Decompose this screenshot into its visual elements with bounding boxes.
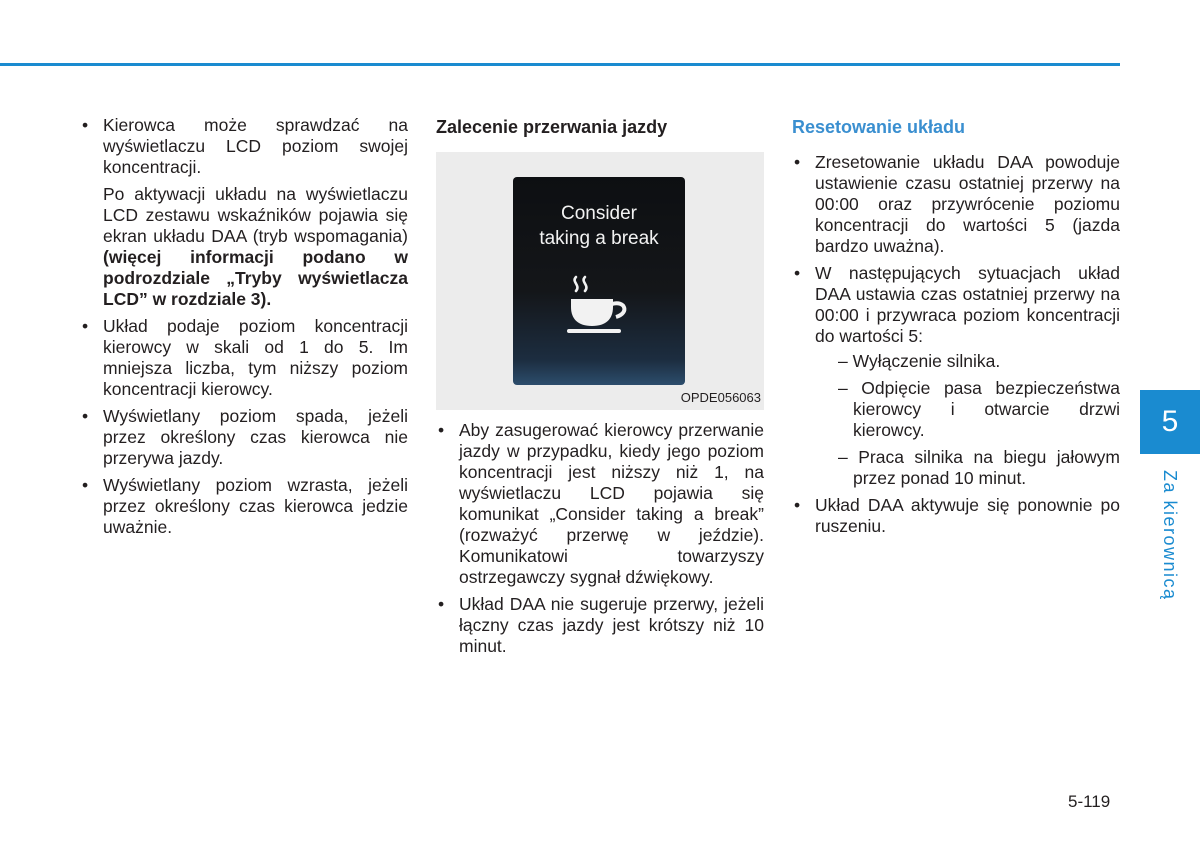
list-item: • Układ podaje poziom koncentracji kierowcy w skali od 1 do 5. Im mniejsza liczba, tym niższy poziom koncentracji kierowcy. [80,316,408,400]
bullet-list [80,316,408,538]
chapter-title: Za kierownicą [1160,470,1180,601]
cross-reference: (więcej informacji podano w podrozdziale „Tryby wyświetlacza LCD” w rozdziale 3). [103,247,408,309]
figure-code: OPDE056063 [680,390,761,405]
paragraph-daa-screen [80,184,408,310]
page-number: 5-119 [1068,792,1111,811]
message-line-1: Consider [560,203,638,224]
list-item: • Aby zasugerować kierowcy przerwanie jazdy w przypadku, kiedy jego poziom koncentracji jest niższy niż 1, na wyświetlaczu LCD pojawia się komunikat „Consider taking a break” (rozważyć przerwę w jeździe). Komunikatowi towarzyszy ostrzegawczy sygnał dźwiękowy. [436,420,764,588]
dash-item: – Odpięcie pasa bezpieczeństwa kierowcy i otwarcie drzwi kierowcy. [838,378,1120,440]
section-heading: Zalecenie przerwania jazdy [436,117,668,137]
list-item [792,263,1120,489]
column-middle [436,115,764,663]
list-item: • Zresetowanie układu DAA powoduje ustawienie czasu ostatniej przerwy na 00:00 oraz przywrócenie poziomu koncentracji do wartości 5 (jazda bardzo uważna). [792,152,1120,257]
chapter-tab: 5 [1140,390,1200,454]
list-item: • Układ DAA aktywuje się ponownie po ruszeniu. [792,495,1120,537]
dash-list [815,351,1120,489]
column-right [792,115,1120,543]
coffee-cup-icon [567,273,633,335]
list-item: • Wyświetlany poziom spada, jeżeli przez określony czas kierowca nie przerywa jazdy. [80,406,408,469]
dash-item: – Wyłączenie silnika. [838,351,1001,371]
bullet-list [436,420,764,657]
lcd-figure [436,152,764,410]
list-item-text: W następujących sytuacjach układ DAA ustawia czas ostatniej przerwy na 00:00 i przywraca poziom koncentracji do wartości 5: [815,263,1120,346]
break-message [513,201,685,251]
bullet-list [80,115,408,178]
dash-item: – Praca silnika na biegu jałowym przez ponad 10 minut. [838,447,1120,488]
bullet-list [792,152,1120,537]
paragraph-text: Po aktywacji układu na wyświetlaczu LCD zestawu wskaźników pojawia się ekran układu DAA (tryb wspomagania) [103,184,408,246]
list-item: • Układ DAA nie sugeruje przerwy, jeżeli łączny czas jazdy jest krótszy niż 10 minut. [436,594,764,657]
section-heading: Resetowanie układu [792,117,966,137]
header-rule [0,63,1120,66]
lcd-screen [513,177,685,385]
list-item: • Kierowca może sprawdzać na wyświetlaczu LCD poziom swojej koncentracji. [80,115,408,178]
list-item: • Wyświetlany poziom wzrasta, jeżeli przez określony czas kierowca jedzie uważnie. [80,475,408,538]
message-line-2: taking a break [539,228,659,249]
column-left [80,115,408,544]
